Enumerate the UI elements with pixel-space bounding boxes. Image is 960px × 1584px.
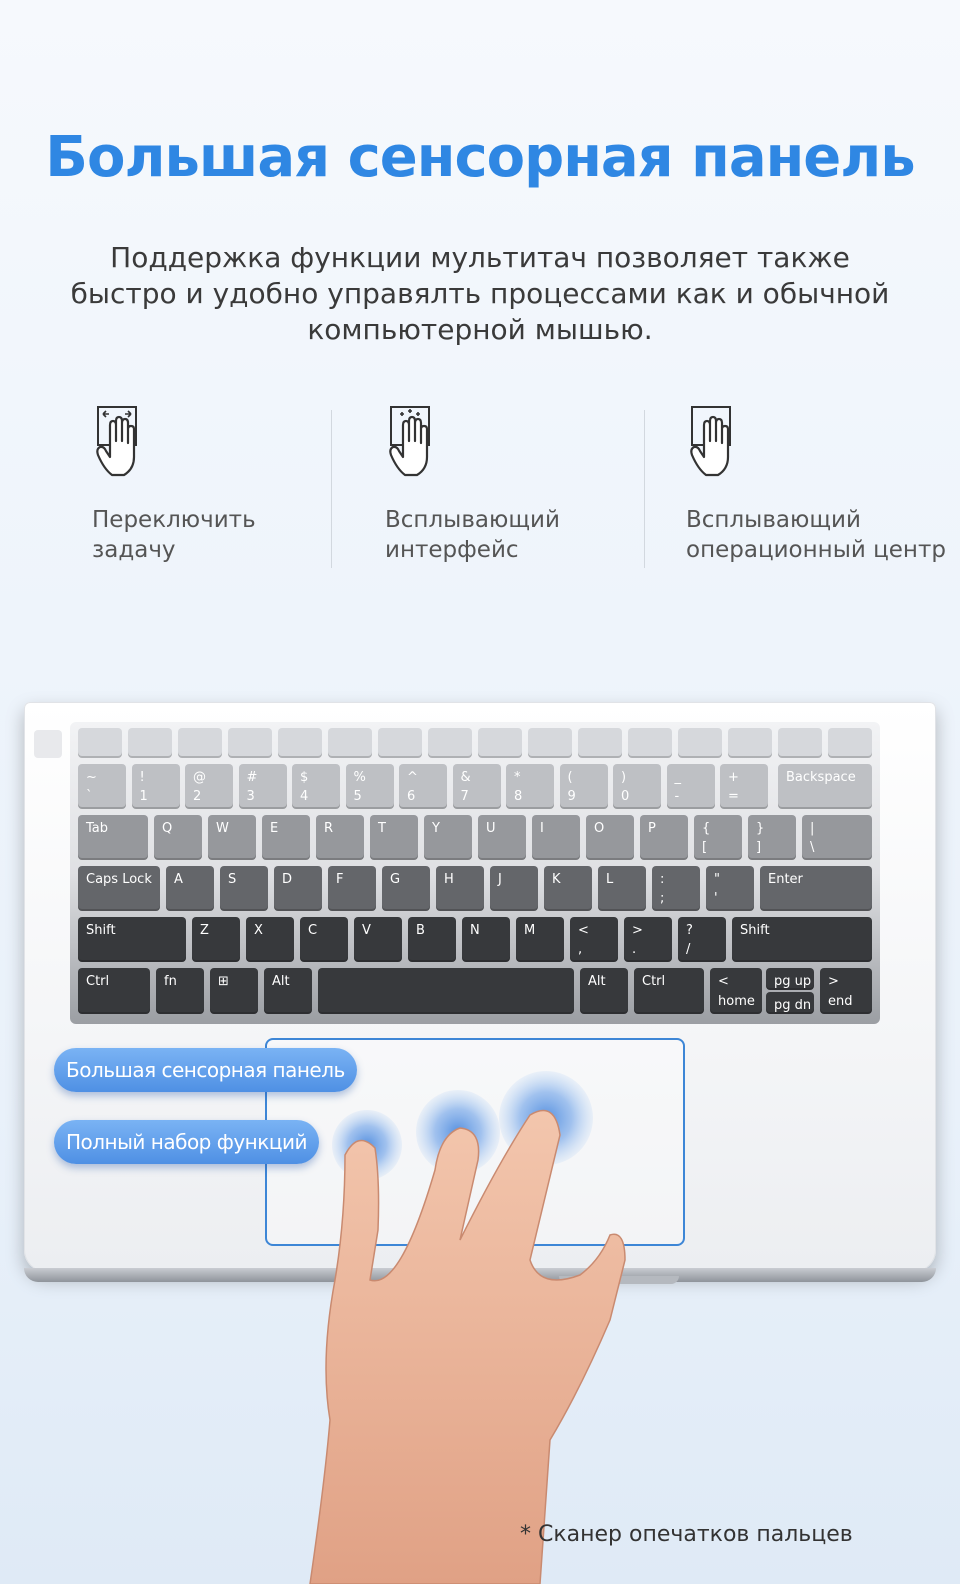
key-label: D: [282, 872, 293, 887]
feature-action-center: [686, 405, 946, 565]
function-key[interactable]: [678, 728, 722, 758]
pg-up-key[interactable]: [766, 968, 814, 990]
function-key[interactable]: [78, 728, 122, 758]
key-sublabel: /: [686, 942, 691, 957]
key-D[interactable]: [274, 866, 322, 911]
page-title: Большая сенсорная панель: [45, 125, 915, 190]
key-sublabel: 1: [139, 789, 148, 804]
key-label: A: [174, 872, 183, 887]
key-10[interactable]: [613, 764, 661, 809]
key-label: &: [460, 770, 471, 785]
key-label: Tab: [86, 821, 109, 836]
key-sublabel: 5: [353, 789, 362, 804]
function-key[interactable]: [528, 728, 572, 758]
key-1[interactable]: [132, 764, 180, 809]
key-sublabel: [: [702, 840, 708, 855]
key-I[interactable]: [532, 815, 580, 860]
key-sublabel: ;: [660, 891, 665, 906]
key-sublabel: 2: [193, 789, 202, 804]
function-key[interactable]: [428, 728, 472, 758]
key-label: {: [702, 821, 711, 836]
key-label: Alt: [272, 974, 290, 989]
feature-popup-interface: [385, 405, 560, 565]
key-E[interactable]: [262, 815, 310, 860]
feature-label: Всплывающий интерфейс: [385, 507, 560, 563]
key-sublabel: home: [718, 994, 755, 1009]
key-label: Shift: [740, 923, 770, 938]
key-label: #: [246, 770, 258, 785]
key-{[interactable]: [694, 815, 742, 860]
key-sublabel: 9: [567, 789, 576, 804]
key-label: pg up: [774, 974, 812, 989]
key-K[interactable]: [544, 866, 592, 911]
key-U[interactable]: [478, 815, 526, 860]
key-label: >: [632, 923, 643, 938]
hand-press-icon: [686, 405, 736, 477]
key-sublabel: ]: [756, 840, 762, 855]
key-5[interactable]: [346, 764, 394, 809]
function-key[interactable]: [828, 728, 872, 758]
key-sublabel: `: [86, 789, 93, 804]
key-label: !: [139, 770, 145, 785]
key-label: B: [416, 923, 425, 938]
function-key[interactable]: [278, 728, 322, 758]
end-key[interactable]: [820, 968, 872, 1014]
key-B[interactable]: [408, 917, 456, 962]
fn-key[interactable]: [156, 968, 204, 1014]
page-subtitle: Поддержка функции мультитач позволяет также быстро и удобно управялть процессами как и обычной компьютерной мышью.: [70, 241, 890, 346]
key-label: U: [486, 821, 496, 836]
key-label: I: [540, 821, 544, 836]
key-label: L: [606, 872, 614, 887]
key-label: :: [660, 872, 665, 887]
function-key[interactable]: [728, 728, 772, 758]
function-key[interactable]: [378, 728, 422, 758]
key-label: *: [514, 770, 521, 785]
key-label: <: [718, 974, 729, 989]
key-label: %: [353, 770, 366, 785]
key-S[interactable]: [220, 866, 268, 911]
key-sublabel: 7: [460, 789, 469, 804]
shift-right-key[interactable]: [732, 917, 872, 962]
key-label: Q: [162, 821, 173, 836]
function-key[interactable]: [578, 728, 622, 758]
key-label: Y: [432, 821, 440, 836]
space-key[interactable]: [318, 968, 574, 1014]
key-label: |: [810, 821, 815, 836]
key-label: ?: [686, 923, 693, 938]
key-C[interactable]: [300, 917, 348, 962]
key-0[interactable]: [78, 764, 126, 809]
tab-key[interactable]: [78, 815, 148, 860]
alt-right-key[interactable]: [580, 968, 628, 1014]
shift-left-key[interactable]: [78, 917, 186, 962]
key-label: K: [552, 872, 561, 887]
key-label: C: [308, 923, 318, 938]
key-label: Ctrl: [642, 974, 666, 989]
key-label: _: [674, 770, 681, 785]
key-label: G: [390, 872, 401, 887]
key-label: M: [524, 923, 536, 938]
key-W[interactable]: [208, 815, 256, 860]
key-label: <: [578, 923, 589, 938]
key-label: Ctrl: [86, 974, 110, 989]
key-label: Z: [200, 923, 209, 938]
key-sublabel: .: [632, 942, 637, 957]
divider: [644, 410, 645, 568]
function-key[interactable]: [128, 728, 172, 758]
pg-dn-key[interactable]: [766, 992, 814, 1014]
key-R[interactable]: [316, 815, 364, 860]
key-A[interactable]: [166, 866, 214, 911]
key-label: ~: [86, 770, 97, 785]
key-label: }: [756, 821, 765, 836]
key-T[interactable]: [370, 815, 418, 860]
key-}[interactable]: [748, 815, 796, 860]
footnote: * Сканер опечатков пальцев: [520, 1522, 853, 1547]
home-key[interactable]: [710, 968, 762, 1014]
windows-key[interactable]: [210, 968, 258, 1014]
key-label: Enter: [768, 872, 803, 887]
key-:[interactable]: [652, 866, 700, 911]
key-N[interactable]: [462, 917, 510, 962]
key-Z[interactable]: [192, 917, 240, 962]
key-"[interactable]: [706, 866, 754, 911]
key-label: S: [228, 872, 237, 887]
ctrl-right-key[interactable]: [634, 968, 704, 1014]
function-key[interactable]: [228, 728, 272, 758]
key-11[interactable]: [667, 764, 715, 809]
key-X[interactable]: [246, 917, 294, 962]
key-label: O: [594, 821, 605, 836]
power-indicator: [34, 730, 62, 758]
key-label: ⊞: [218, 974, 229, 989]
feature-label: Всплывающий операционный центр: [686, 507, 946, 563]
key-label: ): [621, 770, 627, 785]
alt-left-key[interactable]: [264, 968, 312, 1014]
key-label: H: [444, 872, 454, 887]
key-?[interactable]: [678, 917, 726, 962]
key-label: V: [362, 923, 371, 938]
key-label: +: [728, 770, 739, 785]
ctrl-left-key[interactable]: [78, 968, 150, 1014]
key-sublabel: end: [828, 994, 853, 1009]
key-sublabel: =: [728, 789, 739, 804]
key-sublabel: ': [714, 891, 718, 906]
backslash-key[interactable]: [802, 815, 872, 860]
caps-lock-key[interactable]: [78, 866, 160, 911]
key-label: X: [254, 923, 263, 938]
key-F[interactable]: [328, 866, 376, 911]
key-7[interactable]: [453, 764, 501, 809]
key-O[interactable]: [586, 815, 634, 860]
key-label: $: [300, 770, 309, 785]
key-label: E: [270, 821, 279, 836]
key-12[interactable]: [720, 764, 768, 809]
keyboard: [70, 722, 880, 1024]
key-label: Alt: [588, 974, 606, 989]
key-6[interactable]: [399, 764, 447, 809]
key-3[interactable]: [239, 764, 287, 809]
key-sublabel: 0: [621, 789, 630, 804]
feature-label: Переключить задачу: [92, 507, 256, 563]
key-sublabel: 4: [300, 789, 309, 804]
key-J[interactable]: [490, 866, 538, 911]
hand-swipe-icon: [92, 405, 142, 477]
key-L[interactable]: [598, 866, 646, 911]
function-key[interactable]: [628, 728, 672, 758]
key-label: Backspace: [786, 770, 856, 785]
key-label: pg dn: [774, 998, 812, 1013]
key-V[interactable]: [354, 917, 402, 962]
function-key[interactable]: [328, 728, 372, 758]
key-sublabel: \: [810, 840, 815, 855]
divider: [331, 410, 332, 568]
key-8[interactable]: [506, 764, 554, 809]
gesture-features: [0, 405, 960, 570]
function-key[interactable]: [778, 728, 822, 758]
backspace-key[interactable]: [778, 764, 872, 809]
key-sublabel: ,: [578, 942, 583, 957]
key-2[interactable]: [185, 764, 233, 809]
key-label: F: [336, 872, 344, 887]
key-label: fn: [164, 974, 177, 989]
key-M[interactable]: [516, 917, 564, 962]
key-H[interactable]: [436, 866, 484, 911]
functions-badge: Полный набор функций: [54, 1120, 319, 1164]
hand-tap-icon: [385, 405, 435, 477]
key-4[interactable]: [292, 764, 340, 809]
key-<[interactable]: [570, 917, 618, 962]
enter-key[interactable]: [760, 866, 872, 911]
key-label: W: [216, 821, 229, 836]
key-label: Shift: [86, 923, 116, 938]
key-label: Caps Lock: [86, 872, 152, 887]
key-label: R: [324, 821, 334, 836]
key-P[interactable]: [640, 815, 688, 860]
key-label: (: [567, 770, 573, 785]
key-Y[interactable]: [424, 815, 472, 860]
key-label: >: [828, 974, 839, 989]
key->[interactable]: [624, 917, 672, 962]
key-label: ^: [407, 770, 418, 785]
key-sublabel: -: [674, 789, 680, 804]
function-key[interactable]: [478, 728, 522, 758]
key-G[interactable]: [382, 866, 430, 911]
touchpad-badge: Большая сенсорная панель: [54, 1048, 357, 1092]
key-label: T: [378, 821, 386, 836]
feature-switch-task: [92, 405, 256, 565]
key-sublabel: 8: [514, 789, 523, 804]
key-label: J: [498, 872, 502, 887]
key-label: @: [193, 770, 206, 785]
key-label: ": [714, 872, 720, 887]
key-sublabel: 6: [407, 789, 416, 804]
function-key[interactable]: [178, 728, 222, 758]
key-label: N: [470, 923, 480, 938]
key-Q[interactable]: [154, 815, 202, 860]
key-sublabel: 3: [246, 789, 255, 804]
key-9[interactable]: [560, 764, 608, 809]
key-label: P: [648, 821, 656, 836]
